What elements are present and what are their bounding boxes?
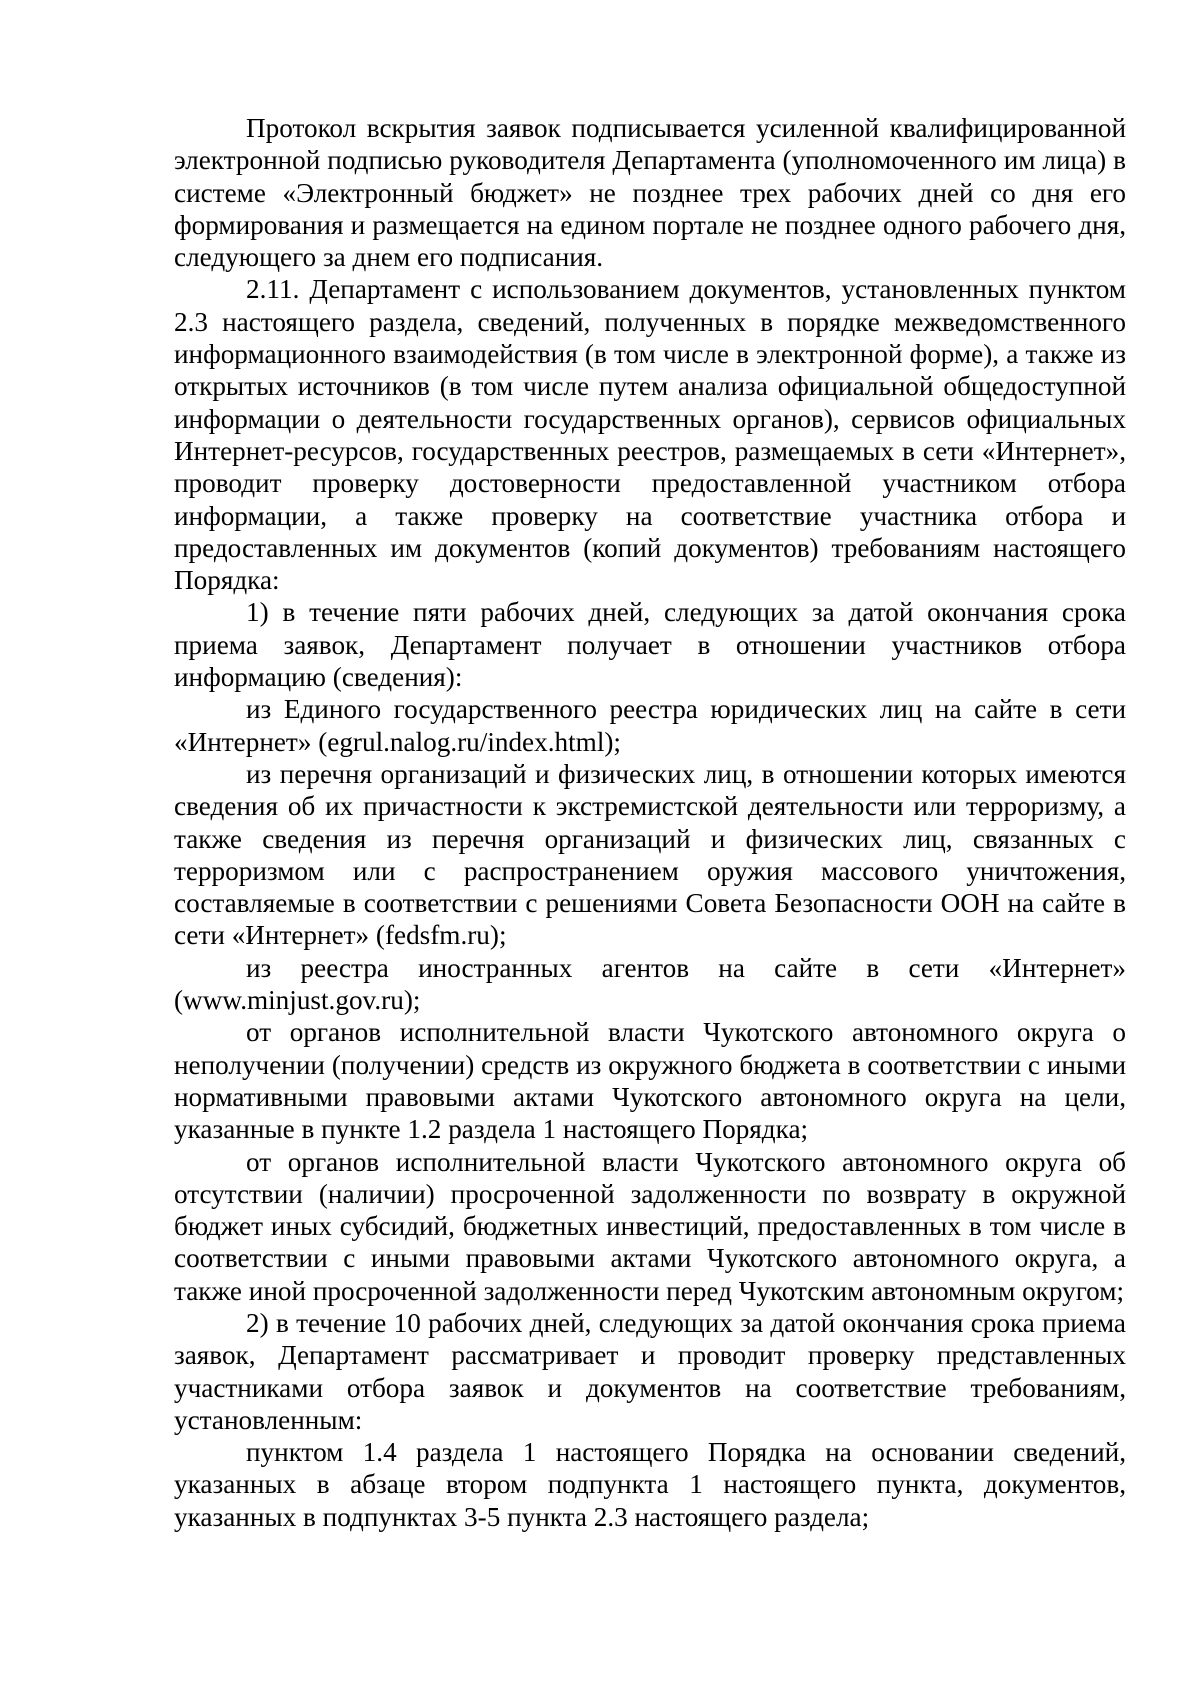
paragraph-protocol-signing: Протокол вскрытия заявок подписывается усиленной квалифицированной электронной подписью руководителя Департамента (уполномоченного им лица) в системе «Электронный бюджет» не позднее трех рабочих дней со дня его формирования и размещается на едином портале не позднее одного рабочего дня, следующего за днем его подписания. [174,113,1126,273]
paragraph-subitem-1: 1) в течение пяти рабочих дней, следующих за датой окончания срока приема заявок, Департамент получает в отношении участников отбора информацию (сведения): [174,597,1126,693]
paragraph-overdue-debt: от органов исполнительной власти Чукотского автономного округа об отсутствии (наличии) просроченной задолженности по возврату в окружной бюджет иных субсидий, бюджетных инвестиций, предоставленных в том числе в соответствии с иными правовыми актами Чукотского автономного округа, а также иной просроченной задолженности перед Чукотским автономным округом; [174,1146,1126,1306]
paragraph-extremism-list: из перечня организаций и физических лиц, в отношении которых имеются сведения об их причастности к экстремистской деятельности или терроризму, а также сведения из перечня организаций и физических лиц, связанных с терроризмом или с распространением оружия массового уничтожения, составляемые в соответствии с решениями Совета Безопасности ООН на сайте в сети «Интернет» (fedsfm.ru); [174,758,1126,951]
document-page [174,112,1126,1533]
paragraph-foreign-agents: из реестра иностранных агентов на сайте в сети «Интернет» (www.minjust.gov.ru); [174,952,1126,1016]
paragraph-item-1-4: пунктом 1.4 раздела 1 настоящего Порядка на основании сведений, указанных в абзаце втором подпункта 1 настоящего пункта, документов, указанных в подпунктах 3-5 пункта 2.3 настоящего раздела; [174,1437,1126,1532]
paragraph-funds-receipt: от органов исполнительной власти Чукотского автономного округа о неполучении (получении) средств из окружного бюджета в соответствии с иными нормативными правовыми актами Чукотского автономного округа на цели, указанные в пункте 1.2 раздела 1 настоящего Порядка; [174,1017,1126,1145]
paragraph-subitem-2: 2) в течение 10 рабочих дней, следующих за датой окончания срока приема заявок, Департамент рассматривает и проводит проверку представленных участниками отбора заявок и документов на соответствие требованиям, установленным: [174,1307,1126,1435]
paragraph-2-11: 2.11. Департамент с использованием документов, установленных пунктом 2.3 настоящего раздела, сведений, полученных в порядке межведомственного информационного взаимодействия (в том числе в электронной форме), а также из открытых источников (в том числе путем анализа официальной общедоступной информации о деятельности государственных органов), сервисов официальных Интернет-ресурсов, государственных реестров, размещаемых в сети «Интернет», проводит проверку достоверности предоставленной участником отбора информации, а также проверку на соответствие участника отбора и предоставленных им документов (копий документов) требованиям настоящего Порядка: [174,274,1126,596]
paragraph-egrul: из Единого государственного реестра юридических лиц на сайте в сети «Интернет» (egrul.nalog.ru/index.html); [174,694,1126,757]
